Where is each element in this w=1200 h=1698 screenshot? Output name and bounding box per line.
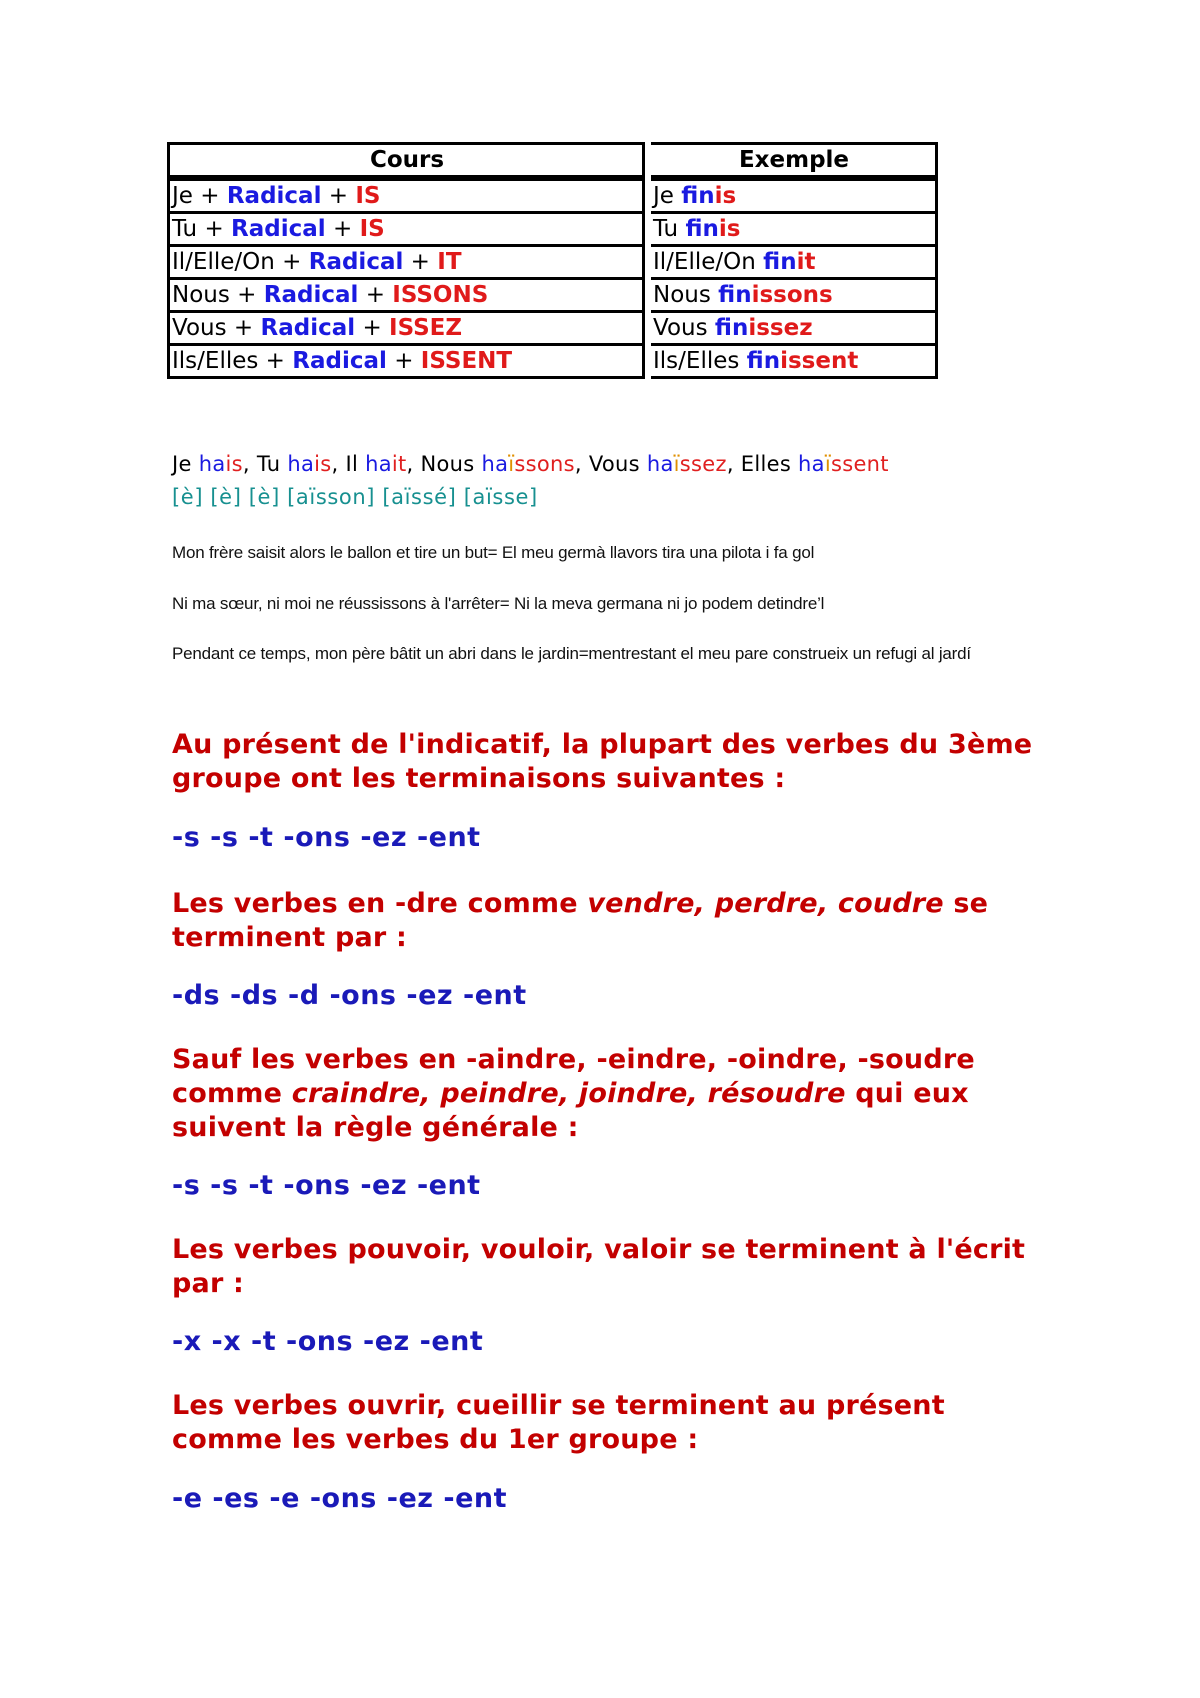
rule-ouvrir-cueillir: Les verbes ouvrir, cueillir se terminent au présent comme les verbes du 1er groupe : (172, 1390, 945, 1455)
rule-dre-verbs: Les verbes en -dre comme vendre, perdre, coudre se terminent par : (172, 888, 989, 953)
cours-cell: Vous + Radical + ISSEZ (167, 313, 645, 346)
rule-pouvoir-vouloir-valoir: Les verbes pouvoir, vouloir, valoir se terminent à l'écrit par : (172, 1234, 1026, 1299)
endings-dre: -ds -ds -d -ons -ez -ent (172, 980, 527, 1011)
table-row (167, 178, 938, 214)
rule-general: Au présent de l'indicatif, la plupart des verbes du 3ème groupe ont les terminaisons suivantes : (172, 729, 1033, 794)
cours-cell: Je + Radical + IS (167, 178, 645, 214)
table-header-row (167, 142, 938, 178)
conjugation-table (167, 142, 938, 379)
exemple-cell: Tu finis (651, 214, 938, 247)
cours-cell: Il/Elle/On + Radical + IT (167, 247, 645, 280)
rule-exceptions: Sauf les verbes en -aindre, -eindre, -oindre, -soudre comme craindre, peindre, joindre, résoudre qui eux suivent la règle générale : (172, 1044, 975, 1143)
cours-cell: Nous + Radical + ISSONS (167, 280, 645, 313)
table-row (167, 214, 938, 247)
header-cours: Cours (167, 142, 645, 178)
cours-cell: Ils/Elles + Radical + ISSENT (167, 346, 645, 379)
header-exemple: Exemple (651, 142, 938, 178)
table-row (167, 247, 938, 280)
table-row (167, 313, 938, 346)
hair-phonetics: [è] [è] [è] [aïsson] [aïssé] [aïsse] (172, 485, 538, 509)
example-sentence-1: Mon frère saisit alors le ballon et tire un but= El meu germà llavors tira una pilota i fa gol (172, 543, 815, 562)
example-sentence-3: Pendant ce temps, mon père bâtit un abri dans le jardin=mentrestant el meu pare construeix un refugi al jardí (172, 644, 971, 663)
exemple-cell: Vous finissez (651, 313, 938, 346)
hair-conjugation-line: Je hais, Tu hais, Il hait, Nous haïssons, Vous haïssez, Elles haïssent (172, 452, 889, 476)
endings-x: -x -x -t -ons -ez -ent (172, 1326, 484, 1357)
cours-cell: Tu + Radical + IS (167, 214, 645, 247)
endings-general: -s -s -t -ons -ez -ent (172, 822, 481, 853)
exemple-cell: Il/Elle/On finit (651, 247, 938, 280)
table-row (167, 346, 938, 379)
exemple-cell: Je finis (651, 178, 938, 214)
table-row (167, 280, 938, 313)
endings-exceptions: -s -s -t -ons -ez -ent (172, 1170, 481, 1201)
exemple-cell: Ils/Elles finissent (651, 346, 938, 379)
exemple-cell: Nous finissons (651, 280, 938, 313)
example-sentence-2: Ni ma sœur, ni moi ne réussissons à l'arrêter= Ni la meva germana ni jo podem detindre’l (172, 594, 825, 613)
endings-first-group: -e -es -e -ons -ez -ent (172, 1483, 508, 1514)
